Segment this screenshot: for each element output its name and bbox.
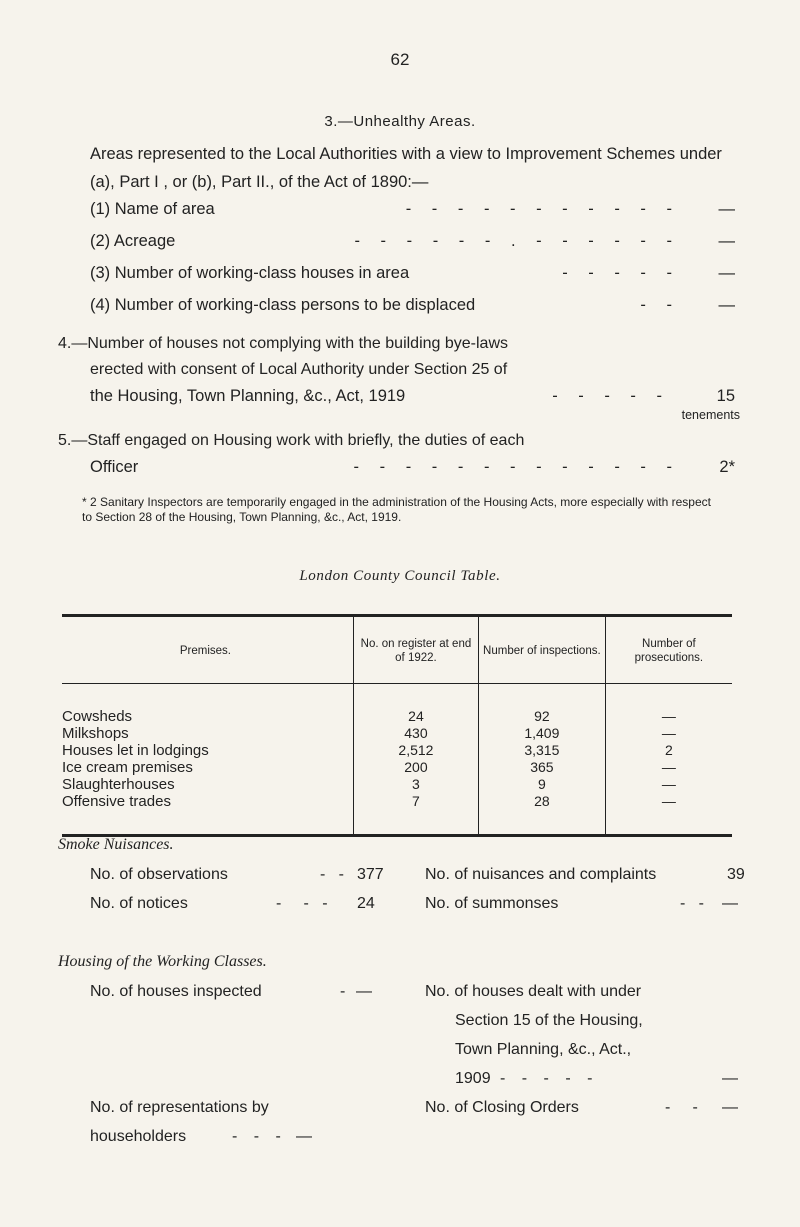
table-row [62, 793, 732, 836]
inspections-cell: 1,409 [479, 725, 606, 742]
inspected-value: — [356, 983, 372, 1000]
table-row [62, 759, 732, 776]
section-5-row [90, 458, 740, 486]
smoke-heading: Smoke Nuisances. [58, 836, 174, 853]
notices-label: No. of notices [90, 895, 188, 912]
header-premises: Premises. [62, 616, 353, 684]
inspections-cell: 28 [479, 793, 606, 836]
leader-dots: - - - - - [552, 387, 670, 405]
dealt-line2: Section 15 of the Housing, [455, 1012, 643, 1029]
inspections-cell: 9 [479, 776, 606, 793]
footnote: * 2 Sanitary Inspectors are temporarily engaged in the administration of the Housing Acts, more especially with respect to Section 28 of the Housing, Town Planning, &c., Act, 1919. [82, 495, 711, 524]
item-label: (4) Number of working-class persons to be displaced [90, 296, 476, 314]
section-5-line2: Officer [90, 458, 139, 476]
leader-dots: - - [320, 866, 344, 883]
item-value: — [718, 296, 735, 314]
summonses-value: — [722, 895, 738, 912]
observations-value: 377 [357, 866, 384, 883]
notices-value: 24 [357, 895, 375, 912]
register-cell: 430 [353, 725, 478, 742]
inspected-label: No. of houses inspected [90, 983, 262, 1000]
section-3-item [90, 264, 740, 292]
prosecutions-cell: — [605, 684, 732, 726]
section-5-line1: 5.—Staff engaged on Housing work with briefly, the duties of each [58, 432, 525, 449]
header-prosecutions: Number of prosecutions. [605, 616, 732, 684]
section-4-value: 15 [716, 387, 735, 405]
inspections-cell: 365 [479, 759, 606, 776]
leader-dots: - - [680, 895, 704, 912]
closing-label: No. of Closing Orders [425, 1099, 579, 1116]
leader-dots: - - - - - [500, 1070, 599, 1087]
dealt-line4: 1909 [455, 1070, 491, 1087]
item-value: — [718, 264, 735, 282]
prosecutions-cell: 2 [605, 742, 732, 759]
header-inspections: Number of inspections. [479, 616, 606, 684]
table-row [62, 684, 732, 726]
leader-dots: - - - - - - - - - - - [405, 200, 680, 218]
representations-line2: householders [90, 1128, 187, 1145]
premises-cell: Milkshops [62, 725, 129, 742]
register-cell: 200 [353, 759, 478, 776]
dealt-line1: No. of houses dealt with under [425, 983, 642, 1000]
premises-cell: Houses let in lodgings [62, 742, 209, 759]
leader-dots: - [340, 983, 346, 1000]
prosecutions-cell: — [605, 793, 732, 836]
section-3-item [90, 200, 740, 228]
table-caption: London County Council Table. [299, 568, 501, 584]
section-3-item [90, 296, 740, 324]
item-value: — [718, 232, 735, 250]
observations-label: No. of observations [90, 866, 228, 883]
table-row [62, 742, 732, 759]
register-cell: 2,512 [353, 742, 478, 759]
register-cell: 7 [353, 793, 478, 836]
page-number: 62 [390, 50, 410, 69]
leader-dots: - - - [276, 895, 328, 912]
section-4-row [90, 387, 740, 415]
register-cell: 24 [353, 684, 478, 726]
item-label: (1) Name of area [90, 200, 215, 218]
nuisances-value: 39 [727, 866, 745, 883]
register-cell: 3 [353, 776, 478, 793]
section-3-intro: Areas represented to the Local Authorities with a view to Improvement Schemes under (a), Part I , or (b), Part II., of the Act of 1890:— [90, 145, 722, 191]
table-row [62, 776, 732, 793]
leader-dots: - - - - - - - - - - - - - [353, 458, 680, 476]
summonses-label: No. of summonses [425, 895, 559, 912]
item-label: (3) Number of working-class houses in area [90, 264, 410, 282]
representations-line1: No. of representations by [90, 1099, 269, 1116]
table-row [62, 725, 732, 742]
inspections-cell: 92 [479, 684, 606, 726]
prosecutions-cell: — [605, 776, 732, 793]
item-label: (2) Acreage [90, 232, 176, 250]
nuisances-label: No. of nuisances and complaints [425, 866, 657, 883]
inspections-cell: 3,315 [479, 742, 606, 759]
leader-dots: - - - - - - . - - - - - - [354, 232, 680, 250]
leader-dots: - - - [232, 1128, 287, 1145]
lcc-table [62, 614, 732, 837]
dealt-line3: Town Planning, &c., Act., [455, 1041, 632, 1058]
section-5-value: 2* [719, 458, 735, 476]
table-header-row [62, 616, 732, 684]
section-3-title: 3.—Unhealthy Areas. [324, 113, 476, 130]
section-4-line2: erected with consent of Local Authority under Section 25 of [90, 361, 508, 378]
header-register: No. on register at end of 1922. [353, 616, 478, 684]
closing-value: — [722, 1099, 738, 1116]
premises-cell: Slaughterhouses [62, 776, 175, 793]
dealt-value: — [722, 1070, 738, 1087]
section-4-line1: 4.—Number of houses not complying with the building bye-laws [58, 335, 509, 352]
prosecutions-cell: — [605, 725, 732, 742]
leader-dots: - - [665, 1099, 698, 1116]
section-4-line3: the Housing, Town Planning, &c., Act, 1919 [90, 387, 406, 405]
item-value: — [718, 200, 735, 218]
premises-cell: Ice cream premises [62, 759, 193, 776]
prosecutions-cell: — [605, 759, 732, 776]
section-3-item [90, 232, 740, 260]
premises-cell: Cowsheds [62, 708, 133, 725]
section-4-unit: tenements [681, 408, 740, 422]
leader-dots: - - - - - [562, 264, 680, 282]
representations-value: — [296, 1128, 312, 1145]
premises-cell: Offensive trades [62, 793, 171, 810]
housing-heading: Housing of the Working Classes. [58, 953, 267, 970]
leader-dots: - - [640, 296, 680, 314]
